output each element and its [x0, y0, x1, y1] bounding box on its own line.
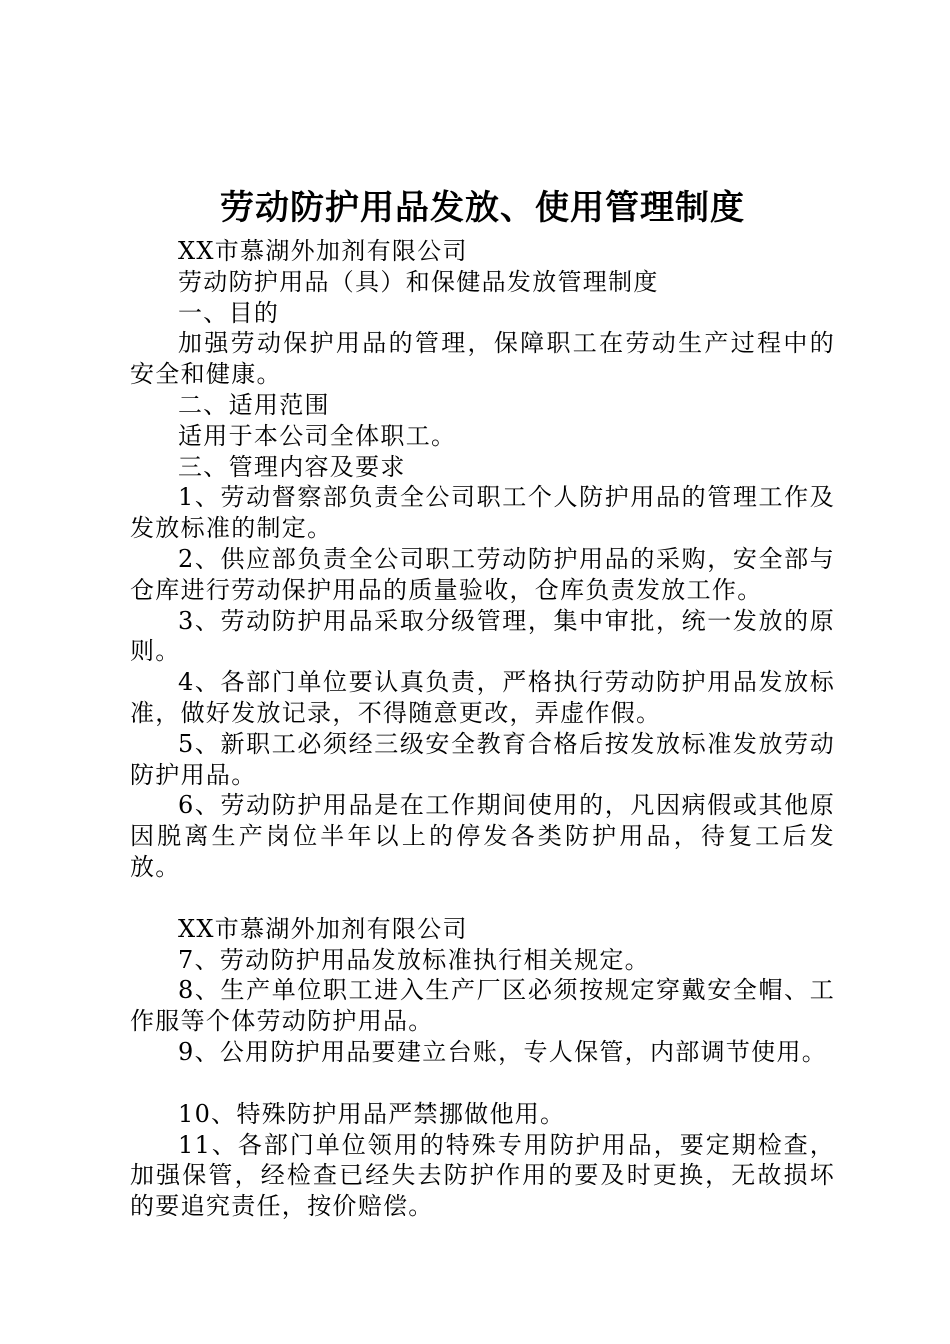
regulation-subtitle: 劳动防护用品（具）和保健品发放管理制度: [178, 267, 659, 296]
company-name-repeat: XX市慕湖外加剂有限公司: [178, 914, 468, 943]
requirement-item-11: 11、各部门单位领用的特殊专用防护用品，要定期检查，加强保管，经检查已经失去防护作用的要及时更换，无故损坏的要追究责任，按价赔偿。: [130, 1130, 835, 1221]
requirement-item-1: 1、劳动督察部负责全公司职工个人防护用品的管理工作及发放标准的制定。: [130, 483, 835, 543]
requirement-item-3: 3、劳动防护用品采取分级管理，集中审批，统一发放的原则。: [130, 606, 835, 666]
requirement-item-4: 4、各部门单位要认真负责，严格执行劳动防护用品发放标准，做好发放记录，不得随意更改，弄虚作假。: [130, 668, 835, 727]
requirement-item-2: 2、供应部负责全公司职工劳动防护用品的采购，安全部与仓库进行劳动保护用品的质量验收，仓库负责发放工作。: [130, 544, 835, 604]
section-heading-requirements: 三、管理内容及要求: [178, 452, 406, 481]
section-heading-purpose: 一、目的: [178, 298, 280, 327]
requirement-item-5: 5、新职工必须经三级安全教育合格后按发放标准发放劳动防护用品。: [130, 729, 835, 789]
requirement-item-9: 9、公用防护用品要建立台账，专人保管，内部调节使用。: [178, 1037, 828, 1066]
company-name: XX市慕湖外加剂有限公司: [178, 237, 468, 265]
document-page: [130, 184, 835, 1222]
scope-text: 适用于本公司全体职工。: [178, 421, 457, 450]
paragraph-gap: [130, 883, 835, 914]
paragraph-gap: [130, 1068, 835, 1099]
requirement-item-7: 7、劳动防护用品发放标准执行相关规定。: [178, 945, 650, 974]
section-heading-scope: 二、适用范围: [178, 390, 330, 419]
requirement-item-8: 8、生产单位职工进入生产厂区必须按规定穿戴安全帽、工作服等个体劳动防护用品。: [130, 976, 835, 1036]
document-title: 劳动防护用品发放、使用管理制度: [220, 188, 745, 228]
requirement-item-6: 6、劳动防护用品是在工作期间使用的，凡因病假或其他原因脱离生产岗位半年以上的停发各类防护用品，待复工后发放。: [130, 791, 835, 881]
purpose-text: 加强劳动保护用品的管理，保障职工在劳动生产过程中的安全和健康。: [130, 329, 835, 389]
requirement-item-10: 10、特殊防护用品严禁挪做他用。: [178, 1099, 566, 1128]
